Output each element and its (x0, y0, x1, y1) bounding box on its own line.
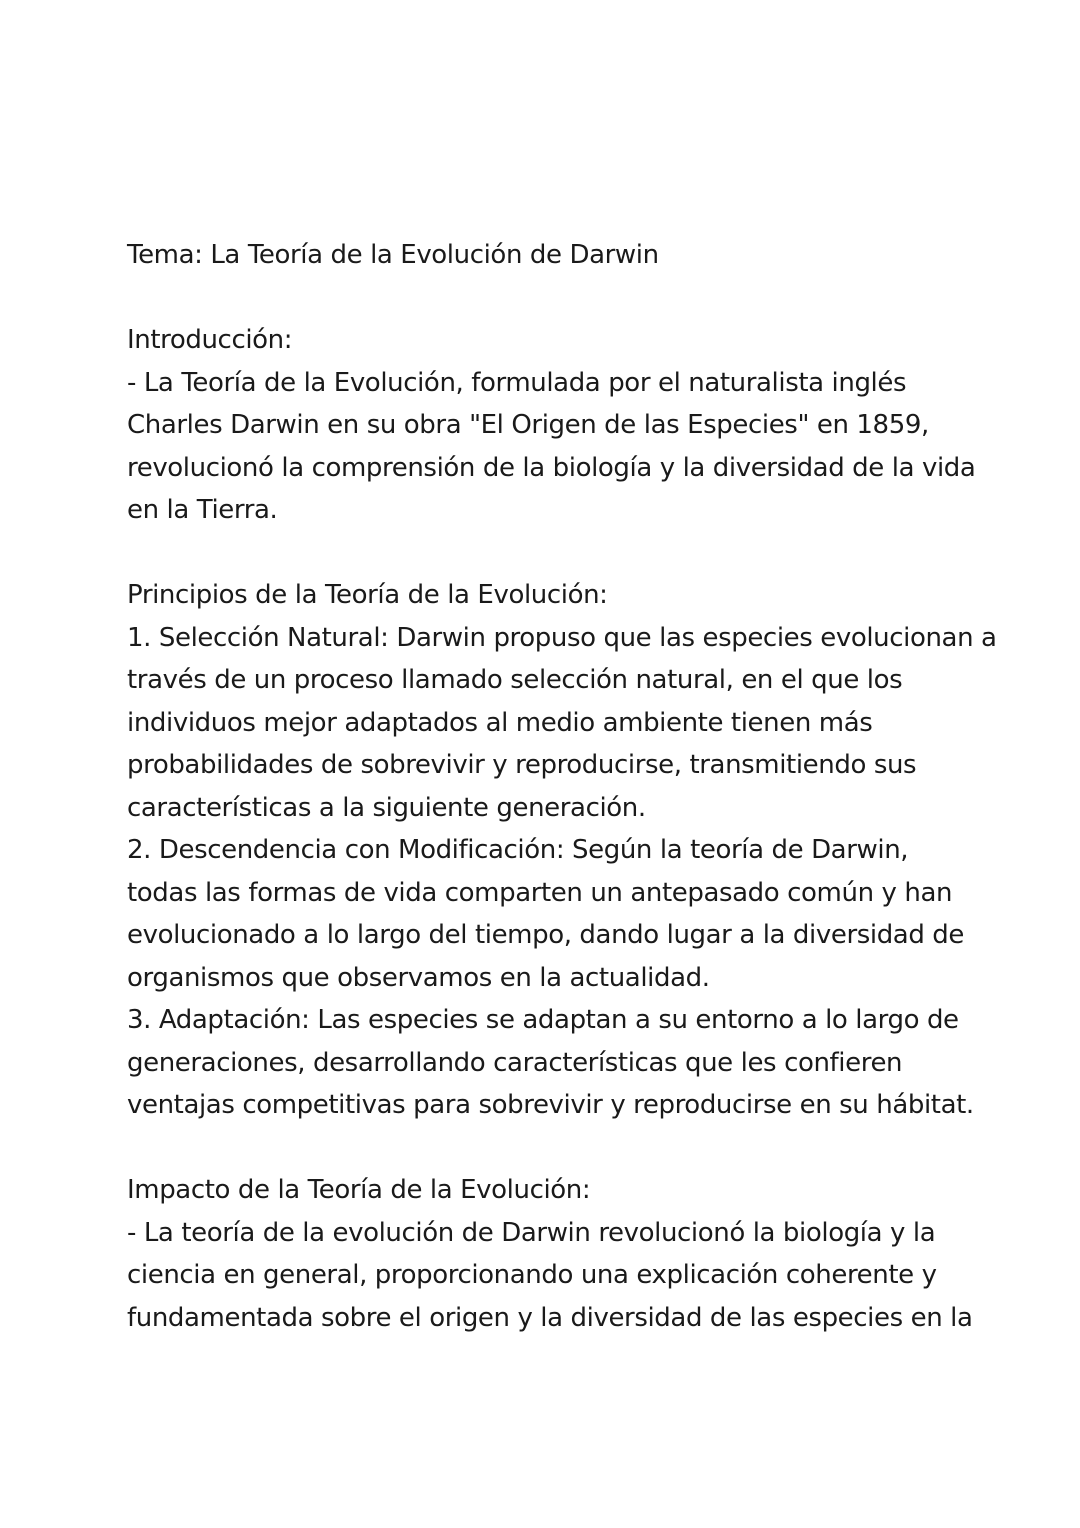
principios-line: través de un proceso llamado selección natural, en el que los (127, 665, 903, 695)
impacto-line: - La teoría de la evolución de Darwin revolucionó la biología y la (127, 1217, 936, 1248)
introduccion-line: - La Teoría de la Evolución, formulada por el naturalista inglés (127, 367, 907, 398)
principios-heading: Principios de la Teoría de la Evolución: (127, 580, 608, 610)
introduccion-line: Charles Darwin en su obra "El Origen de las Especies" en 1859, (127, 410, 929, 440)
document-title: Tema: La Teoría de la Evolución de Darwin (127, 240, 659, 270)
principios-line: probabilidades de sobrevivir y reproducirse, transmitiendo sus (127, 750, 917, 780)
principios-line: organismos que observamos en la actualidad. (127, 962, 710, 993)
principios-line: 3. Adaptación: Las especies se adaptan a su entorno a lo largo de (127, 1005, 959, 1035)
impacto-heading: Impacto de la Teoría de la Evolución: (127, 1175, 591, 1205)
principios-line: individuos mejor adaptados al medio ambiente tienen más (127, 707, 873, 738)
principios-line: 1. Selección Natural: Darwin propuso que las especies evolucionan a (127, 622, 997, 653)
principios-line: 2. Descendencia con Modificación: Según la teoría de Darwin, (127, 835, 909, 865)
impacto-line: fundamentada sobre el origen y la diversidad de las especies en la (127, 1302, 973, 1333)
principios-line: todas las formas de vida comparten un antepasado común y han (127, 877, 953, 908)
introduccion-heading: Introducción: (127, 325, 293, 355)
document-body (127, 234, 997, 1339)
principios-line: evolucionado a lo largo del tiempo, dando lugar a la diversidad de (127, 920, 965, 950)
principios-line: ventajas competitivas para sobrevivir y reproducirse en su hábitat. (127, 1090, 974, 1120)
blank-line (127, 1127, 987, 1170)
principios-line: características a la siguiente generación. (127, 792, 646, 823)
blank-line (127, 532, 987, 575)
blank-line (127, 277, 987, 320)
principios-line: generaciones, desarrollando características que les confieren (127, 1047, 903, 1078)
introduccion-line: en la Tierra. (127, 495, 278, 525)
impacto-line: ciencia en general, proporcionando una explicación coherente y (127, 1260, 937, 1290)
introduccion-line: revolucionó la comprensión de la biología y la diversidad de la vida (127, 452, 976, 483)
